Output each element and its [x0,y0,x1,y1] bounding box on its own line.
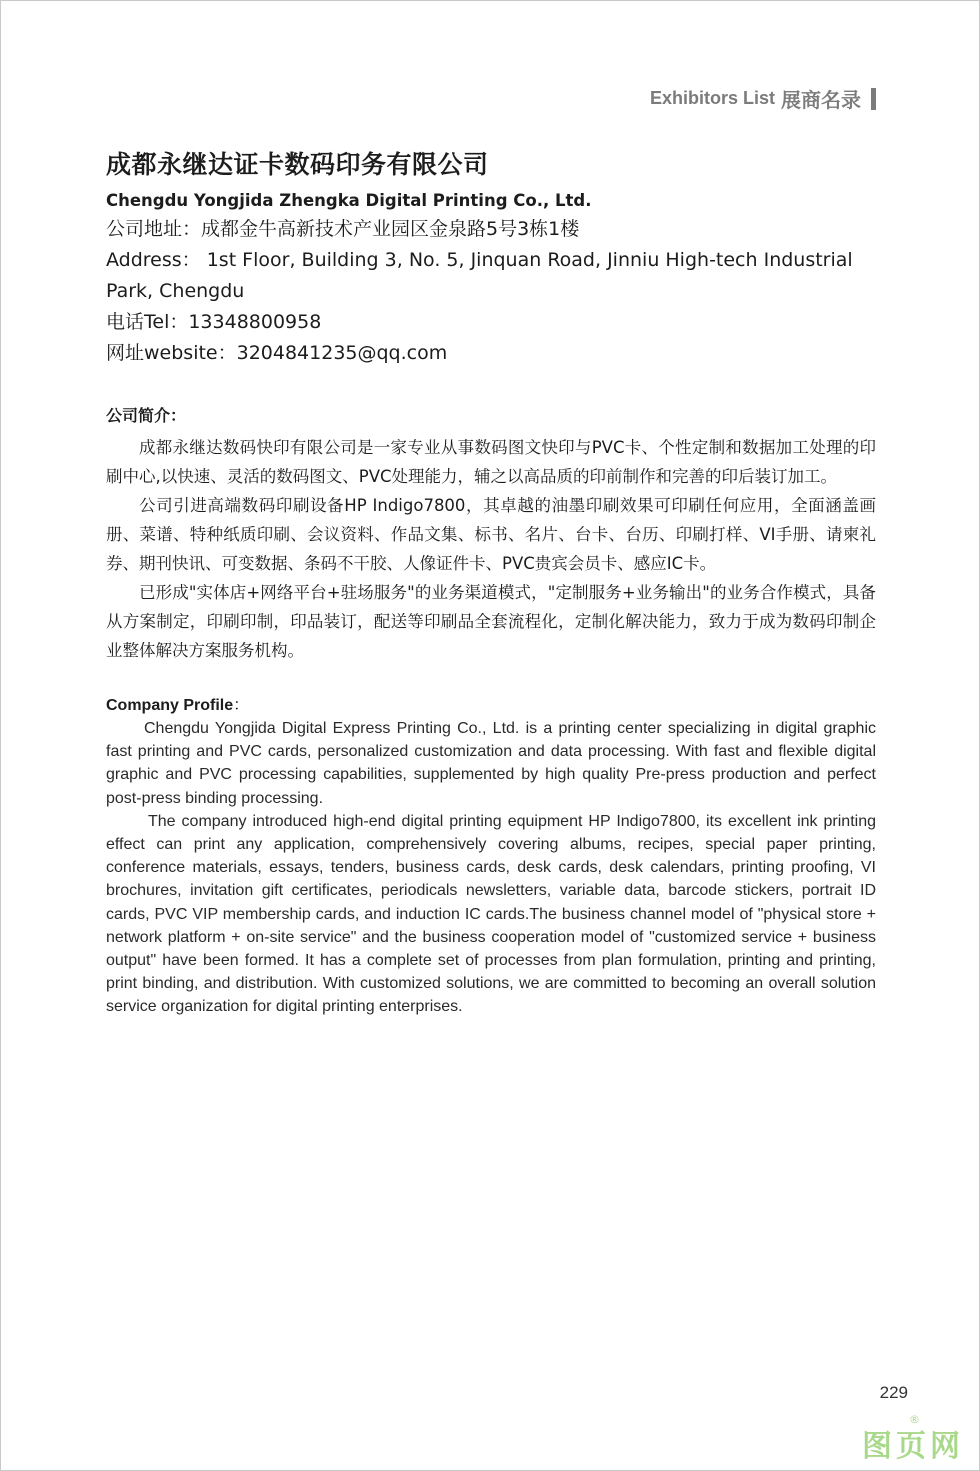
profile-en-paragraph: The company introduced high-end digital printing equipment HP Indigo7800, its excellent ink printing effect can print any application, comprehensively covering albums, recipes, special paper printing, conference materials, essays, tenders, business cards, desk cards, desk calendars, printing proofing, VI brochures, invitation gift certificates, periodicals newsletters, variable data, barcode stickers, portrait ID cards, PVC VIP membership cards, and induction IC cards.The business channel model of "physical store + network platform + on-site service" and the business cooperation model of "customized service + business output" have been formed. It has a complete set of processes from plan formulation, printing and printing, print binding, and distribution. With customized solutions, we are committed to becoming an overall solution service organization for digital printing enterprises. [106,812,876,1016]
profile-en-title [106,695,876,717]
header-title-en: Exhibitors List [649,88,775,108]
watermark-text: 图页网 [862,1429,964,1464]
profile-en [106,695,876,1019]
profile-zh-title: 公司简介： [106,406,187,425]
company-website: 网址website：3204841235@qq.com [106,342,448,364]
watermark-logo [862,1413,964,1465]
profile-en-title-colon: ： [233,697,250,714]
page-number: 229 [879,1383,908,1402]
header-title-zh: 展商名录 [781,88,861,112]
profile-en-paragraph: Chengdu Yongjida Digital Express Printing Co., Ltd. is a printing center specializing in digital graphic fast printing and PVC cards, personalized customization and data processing. With fast and flexible digital graphic and PVC processing capabilities, supplemented by high quality Pre-press production and perfect post-press binding processing. [106,720,876,807]
running-header [650,84,876,113]
profile-en-title-text: Company Profile [106,697,234,714]
registered-mark: ® [909,1413,920,1426]
profile-zh-paragraph: 公司引进高端数码印刷设备HP Indigo7800，其卓越的油墨印刷效果可印刷任何应用，全面涵盖画册、菜谱、特种纸质印刷、会议资料、作品文集、标书、名片、台卡、台历、印刷打样、VI手册、请柬礼券、期刊快讯、可变数据、条码不干胶、人像证件卡、PVC贵宾会员卡、感应IC卡。 [106,496,876,573]
profile-zh [106,403,876,665]
profile-zh-paragraph: 成都永继达数码快印有限公司是一家专业从事数码图文快印与PVC卡、个性定制和数据加工处理的印刷中心,以快速、灵活的数码图文、PVC处理能力，辅之以高品质的印前制作和完善的印后装订加工。 [106,438,876,486]
company-tel: 电话Tel：13348800958 [106,311,322,333]
company-name-zh: 成都永继达证卡数码印务有限公司 [106,150,489,179]
profile-zh-paragraph: 已形成"实体店+网络平台+驻场服务"的业务渠道模式，"定制服务+业务输出"的业务合作模式，具备从方案制定，印刷印制，印品装订，配送等印刷品全套流程化，定制化解决能力，致力于成为数码印制企业整体解决方案服务机构。 [106,583,876,660]
company-address-zh: 公司地址：成都金牛高新技术产业园区金泉路5号3栋1楼 [106,218,580,240]
company-name-en: Chengdu Yongjida Zhengka Digital Printing Co., Ltd. [106,191,592,210]
header-bar [871,88,876,110]
exhibitor-entry [106,148,876,1019]
company-address-en: Address： 1st Floor, Building 3, No. 5, Jinquan Road, Jinniu High-tech Industrial Park, Chengdu [106,249,853,302]
